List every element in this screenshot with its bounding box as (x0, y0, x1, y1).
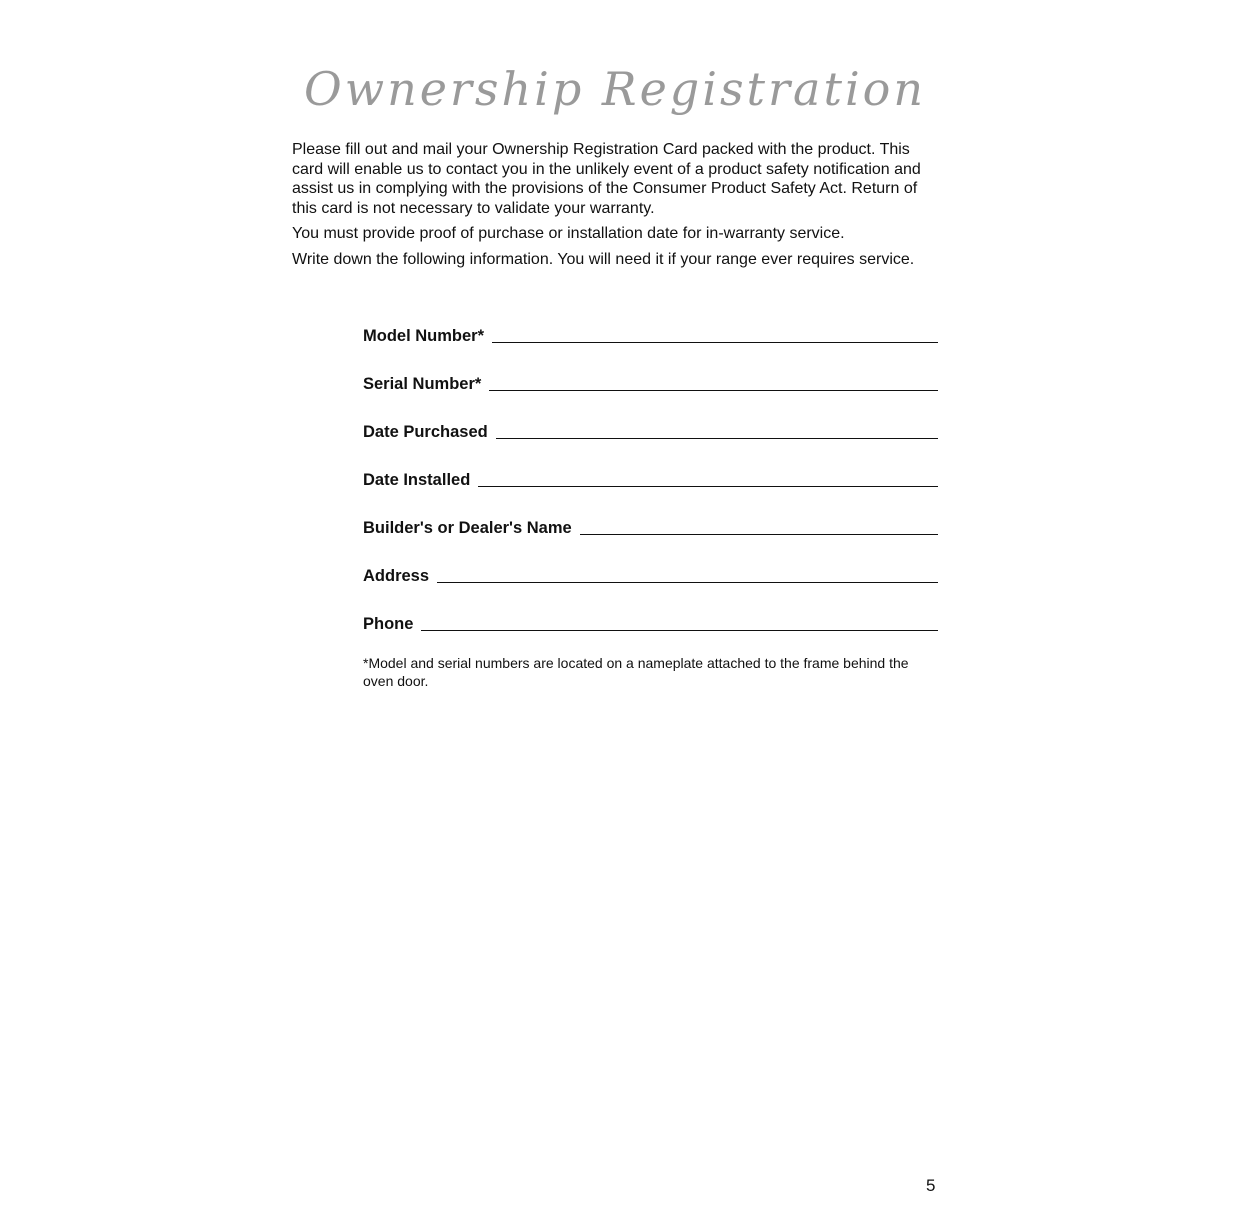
address-field (363, 540, 938, 588)
address-blank-line (437, 582, 938, 583)
page-number: 5 (926, 1176, 936, 1195)
intro-paragraph: You must provide proof of purchase or installation date for in-warranty service. (292, 225, 845, 242)
date-installed-field (363, 444, 938, 492)
field-label: Model Number* (363, 327, 485, 345)
dealer-name-field (363, 492, 938, 540)
date-purchased-blank-line (496, 438, 938, 439)
field-label: Address (363, 567, 430, 585)
date-installed-blank-line (478, 486, 938, 487)
serial-number-field (363, 348, 938, 396)
serial-number-blank-line (489, 390, 938, 391)
model-number-blank-line (492, 342, 938, 343)
field-label: Serial Number* (363, 375, 482, 393)
field-label: Date Installed (363, 471, 471, 489)
field-label: Date Purchased (363, 423, 488, 441)
phone-field (363, 588, 938, 636)
intro-paragraph: Write down the following information. You will need it if your range ever requires service. (292, 250, 915, 268)
intro-paragraph: Please fill out and mail your Ownership Registration Card packed with the product. This card will enable us to contact you in the unlikely event of a product safety notification and assist us in complying with the provisions of the Consumer Product Safety Act. Return of this card is not necessary to validate your warranty. (292, 141, 921, 217)
field-label: Builder's or Dealer's Name (363, 519, 572, 537)
footnote: *Model and serial numbers are located on a nameplate attached to the frame behind the oven door. (363, 655, 909, 689)
model-number-field (363, 322, 938, 348)
date-purchased-field (363, 396, 938, 444)
dealer-name-blank-line (580, 534, 938, 535)
field-label: Phone (363, 615, 414, 633)
page-title: Ownership Registration (304, 62, 926, 116)
intro-text (292, 140, 942, 275)
registration-form (363, 322, 938, 636)
phone-blank-line (421, 630, 938, 631)
